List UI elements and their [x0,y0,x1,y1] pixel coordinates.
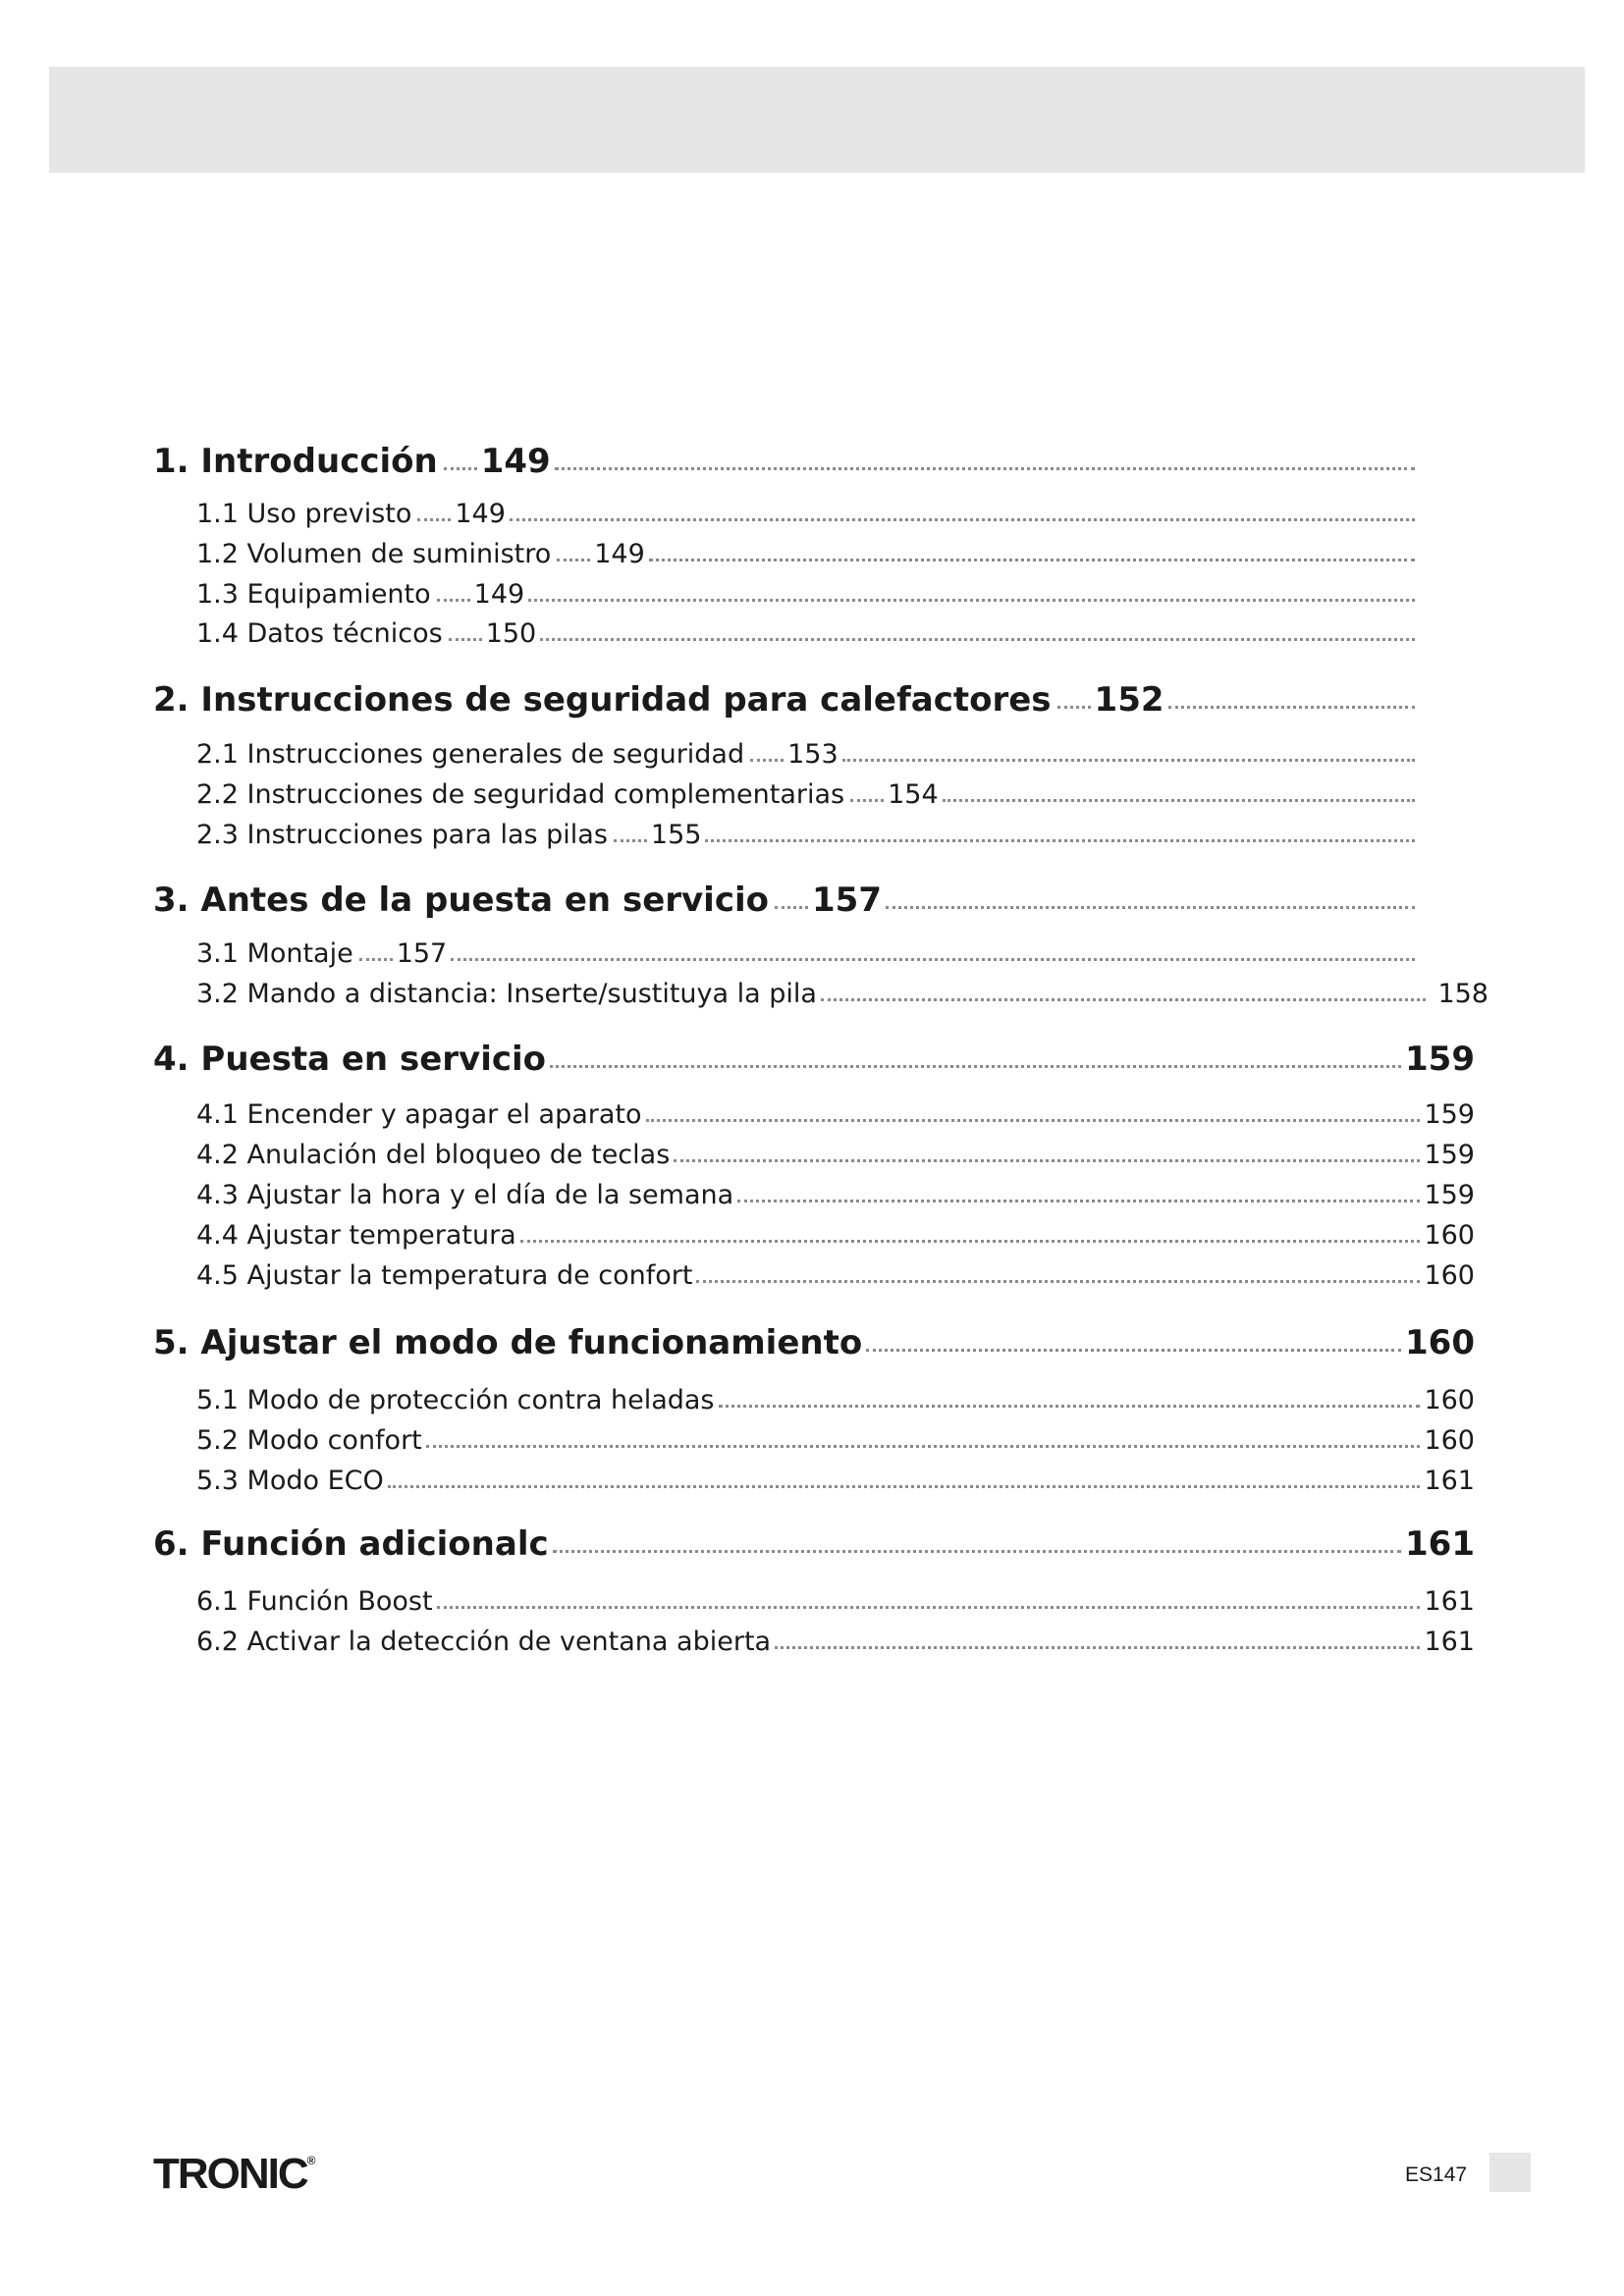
dot-leader [550,1065,1401,1068]
toc-page-number: 159 [1405,1040,1475,1079]
toc-page-number: 159 [1424,1099,1475,1130]
toc-entry [196,1169,1475,1208]
toc-title: 1.2 Volumen de suministro [196,539,552,569]
dot-leader [649,559,1415,561]
toc-page-number: 161 [1424,1627,1475,1657]
toc-entry [196,1415,1475,1454]
toc-page-number: 157 [812,881,882,920]
toc-page-number: 155 [650,820,702,850]
toc-page-number: 153 [787,739,839,770]
dot-leader [821,998,1426,1001]
toc-entry [196,769,1419,808]
toc-entry [196,1575,1475,1615]
toc-page-number: 161 [1424,1466,1475,1496]
toc-entry [196,809,1419,848]
toc-entry [196,1455,1475,1494]
toc-title: 1. Introducción [153,442,438,481]
toc-title: 4.1 Encender y apagar el aparato [196,1099,642,1130]
dot-leader [359,958,393,961]
toc-title: 4.3 Ajustar la hora y el día de la semana [196,1180,734,1210]
toc-entry [196,1250,1475,1289]
dot-leader [614,839,647,842]
toc-section [153,878,1419,920]
toc-title: 4.2 Anulación del bloqueo de teclas [196,1140,671,1170]
toc-entry [196,1129,1475,1168]
toc-page-number: 160 [1424,1425,1475,1456]
dot-leader [674,1159,1420,1162]
dot-leader [737,1200,1420,1202]
dot-leader [553,1550,1401,1553]
toc-page-number: 157 [396,938,448,969]
dot-leader [557,559,590,561]
dot-leader [451,958,1415,961]
toc-page-number: 149 [473,579,525,610]
dot-leader [646,1119,1421,1122]
dot-leader [719,1405,1421,1408]
dot-leader [775,906,808,909]
dot-leader [555,467,1415,470]
toc-title: 5.2 Modo confort [196,1425,422,1456]
toc-section [153,439,1419,481]
toc-title: 3.1 Montaje [196,938,353,969]
toc-entry [196,1209,1475,1249]
dot-leader [886,906,1415,909]
toc-page-number: 149 [455,499,506,529]
dot-leader [775,1646,1420,1649]
toc-entry [196,608,1419,647]
toc-section [153,1320,1475,1360]
toc-page-number: 149 [480,442,551,481]
toc-page-number: 159 [1424,1140,1475,1170]
toc-title: 6. Función adicionalc [153,1524,549,1564]
dot-leader [943,799,1415,802]
toc-title: 2. Instrucciones de seguridad para calefactores [153,680,1052,720]
toc-entry [196,1089,1475,1128]
dot-leader [417,518,451,521]
toc-page-number: 160 [1405,1323,1475,1362]
dot-leader [1057,706,1091,709]
toc-entry [196,1374,1475,1414]
toc-title: 2.2 Instrucciones de seguridad complementarias [196,779,845,810]
toc-entry [196,968,1489,1007]
toc-entry [196,728,1419,768]
toc-page-number: 149 [594,539,645,569]
toc-title: 4.4 Ajustar temperatura [196,1220,516,1251]
toc-title: 4.5 Ajustar la temperatura de confort [196,1260,693,1291]
toc-page-number: 160 [1424,1385,1475,1415]
toc-entry [196,1616,1475,1655]
tronic-logo [153,2150,316,2199]
toc-entry [196,488,1419,527]
toc-page-number: 160 [1424,1260,1475,1291]
dot-leader [520,1240,1421,1243]
toc-title: 1.3 Equipamiento [196,579,431,610]
toc-title: 4. Puesta en servicio [153,1040,547,1079]
page-number: ES147 [1405,2163,1468,2186]
dot-leader [437,1606,1421,1609]
dot-leader [437,599,470,602]
brand-name: TRONIC [153,2150,307,2198]
toc-title: 5. Ajustar el modo de funcionamiento [153,1323,863,1362]
toc-title: 2.1 Instrucciones generales de seguridad [196,739,745,770]
toc-page-number: 159 [1424,1180,1475,1210]
dot-leader [540,638,1415,641]
dot-leader [842,759,1415,762]
page-tab [1489,2153,1531,2192]
toc-page-number: 160 [1424,1220,1475,1251]
toc-page-number: 152 [1094,680,1164,720]
dot-leader [1168,706,1415,709]
toc-title: 1.1 Uso previsto [196,499,412,529]
dot-leader [705,839,1415,842]
toc-section [153,677,1419,720]
toc-title: 6.1 Función Boost [196,1586,433,1617]
toc-page-number: 150 [485,618,537,649]
toc-title: 3.2 Mando a distancia: Inserte/sustituya la pila [196,979,817,1009]
toc-entry [196,928,1419,967]
toc-title: 5.3 Modo ECO [196,1466,384,1496]
dot-leader [696,1280,1420,1283]
dot-leader [388,1485,1421,1488]
toc-section [153,1037,1475,1079]
toc-entry [196,568,1419,608]
dot-leader [528,599,1415,602]
dot-leader [444,467,477,470]
toc-title: 1.4 Datos técnicos [196,618,443,649]
dot-leader [449,638,482,641]
dot-leader [850,799,884,802]
toc-title: 6.2 Activar la detección de ventana abierta [196,1627,772,1657]
toc-page-number: 161 [1424,1586,1475,1617]
brand-mark: ® [306,2154,316,2167]
toc-entry [196,528,1419,567]
toc-page-number: 154 [888,779,939,810]
dot-leader [866,1349,1401,1352]
dot-leader [426,1445,1421,1448]
toc-title: 2.3 Instrucciones para las pilas [196,820,608,850]
toc-page-number: 158 [1437,979,1489,1009]
toc-title: 5.1 Modo de protección contra heladas [196,1385,715,1415]
dot-leader [510,518,1415,521]
toc-page-number: 161 [1405,1524,1475,1564]
dot-leader [750,759,784,762]
toc-title: 3. Antes de la puesta en servicio [153,881,770,920]
toc-section [153,1522,1475,1564]
